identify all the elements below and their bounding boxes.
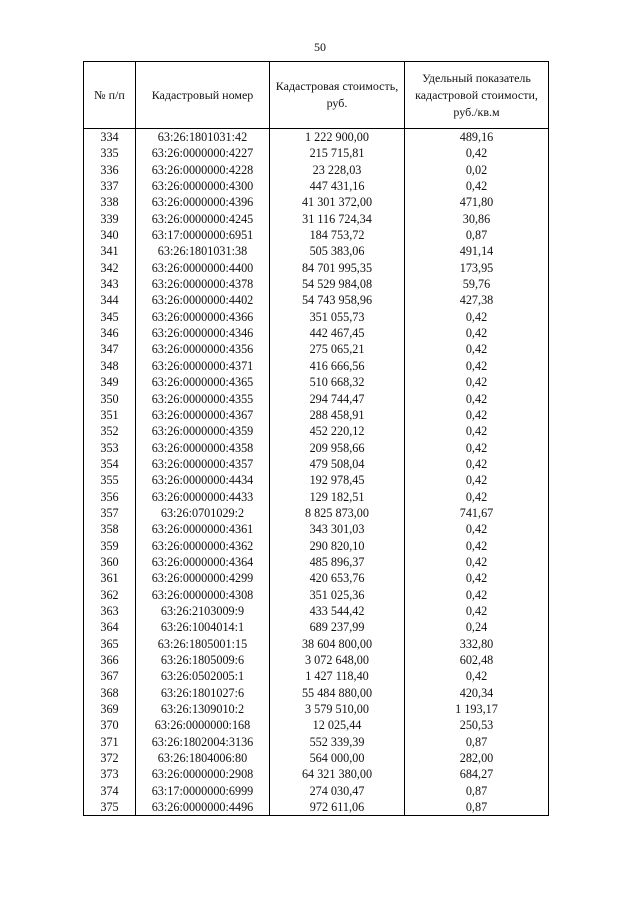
table-row [84, 162, 549, 178]
cell-cadastral-value: 23 228,03 [270, 162, 405, 178]
table-row [84, 799, 549, 816]
cell-cadastral-value: 54 743 958,96 [270, 292, 405, 308]
cell-number: 347 [84, 341, 136, 357]
cell-cadastral-value: 972 611,06 [270, 799, 405, 816]
cadastral-table [83, 61, 549, 816]
table-row [84, 325, 549, 341]
cell-cadastral-number: 63:26:0000000:4400 [136, 260, 270, 276]
table-row [84, 472, 549, 488]
cell-number: 342 [84, 260, 136, 276]
cell-specific-indicator: 491,14 [405, 243, 549, 259]
cell-specific-indicator: 0,42 [405, 570, 549, 586]
table-row [84, 750, 549, 766]
cell-cadastral-number: 63:26:1004014:1 [136, 619, 270, 635]
cell-cadastral-number: 63:26:0000000:4355 [136, 391, 270, 407]
cell-cadastral-value: 564 000,00 [270, 750, 405, 766]
cell-specific-indicator: 59,76 [405, 276, 549, 292]
header-cadastral-number: Кадастровый номер [136, 62, 270, 129]
cell-cadastral-number: 63:26:0000000:4366 [136, 309, 270, 325]
cell-number: 350 [84, 391, 136, 407]
table-row [84, 505, 549, 521]
table-row [84, 587, 549, 603]
cell-specific-indicator: 0,42 [405, 325, 549, 341]
table-row [84, 652, 549, 668]
table-row [84, 766, 549, 782]
cell-cadastral-value: 1 427 118,40 [270, 668, 405, 684]
cell-specific-indicator: 1 193,17 [405, 701, 549, 717]
page-number: 50 [314, 40, 326, 54]
cell-cadastral-value: 209 958,66 [270, 440, 405, 456]
cell-cadastral-number: 63:17:0000000:6999 [136, 783, 270, 799]
cell-cadastral-number: 63:26:1801031:42 [136, 129, 270, 146]
cell-number: 359 [84, 538, 136, 554]
cell-cadastral-number: 63:26:0000000:4299 [136, 570, 270, 586]
cell-cadastral-number: 63:26:0000000:4227 [136, 145, 270, 161]
cell-specific-indicator: 0,42 [405, 456, 549, 472]
cell-cadastral-value: 288 458,91 [270, 407, 405, 423]
header-specific-indicator: Удельный показатель кадастровой стоимости, руб./кв.м [405, 62, 549, 129]
cell-cadastral-number: 63:17:0000000:6951 [136, 227, 270, 243]
cell-cadastral-value: 31 116 724,34 [270, 211, 405, 227]
table-row [84, 194, 549, 210]
table-row [84, 178, 549, 194]
cell-number: 362 [84, 587, 136, 603]
cell-cadastral-value: 192 978,45 [270, 472, 405, 488]
cell-cadastral-number: 63:26:0000000:4228 [136, 162, 270, 178]
cell-specific-indicator: 0,24 [405, 619, 549, 635]
cell-number: 369 [84, 701, 136, 717]
cell-specific-indicator: 0,02 [405, 162, 549, 178]
cell-specific-indicator: 332,80 [405, 636, 549, 652]
cell-specific-indicator: 0,42 [405, 521, 549, 537]
cell-cadastral-number: 63:26:1309010:2 [136, 701, 270, 717]
cell-cadastral-value: 485 896,37 [270, 554, 405, 570]
cell-specific-indicator: 282,00 [405, 750, 549, 766]
cell-cadastral-value: 416 666,56 [270, 358, 405, 374]
cell-specific-indicator: 0,87 [405, 783, 549, 799]
cell-cadastral-number: 63:26:0000000:4367 [136, 407, 270, 423]
table-row [84, 129, 549, 146]
table-row [84, 227, 549, 243]
cell-cadastral-value: 452 220,12 [270, 423, 405, 439]
cell-specific-indicator: 684,27 [405, 766, 549, 782]
table-header [84, 62, 549, 129]
table-row [84, 668, 549, 684]
cell-number: 372 [84, 750, 136, 766]
cell-number: 346 [84, 325, 136, 341]
cell-number: 364 [84, 619, 136, 635]
table-row [84, 292, 549, 308]
cell-cadastral-value: 38 604 800,00 [270, 636, 405, 652]
cell-number: 344 [84, 292, 136, 308]
cell-number: 365 [84, 636, 136, 652]
cell-cadastral-number: 63:26:0000000:4357 [136, 456, 270, 472]
cell-specific-indicator: 0,42 [405, 145, 549, 161]
cell-number: 363 [84, 603, 136, 619]
cell-cadastral-number: 63:26:0000000:2908 [136, 766, 270, 782]
cell-number: 353 [84, 440, 136, 456]
cell-specific-indicator: 741,67 [405, 505, 549, 521]
cell-number: 336 [84, 162, 136, 178]
cell-specific-indicator: 0,42 [405, 407, 549, 423]
cell-cadastral-value: 420 653,76 [270, 570, 405, 586]
cell-cadastral-value: 274 030,47 [270, 783, 405, 799]
cell-cadastral-value: 41 301 372,00 [270, 194, 405, 210]
cell-specific-indicator: 173,95 [405, 260, 549, 276]
cell-cadastral-value: 275 065,21 [270, 341, 405, 357]
cell-number: 373 [84, 766, 136, 782]
cell-specific-indicator: 0,42 [405, 423, 549, 439]
cell-number: 348 [84, 358, 136, 374]
cell-number: 354 [84, 456, 136, 472]
cell-cadastral-number: 63:26:1802004:3136 [136, 734, 270, 750]
header-row [84, 62, 549, 129]
cell-cadastral-value: 442 467,45 [270, 325, 405, 341]
cell-number: 343 [84, 276, 136, 292]
cell-number: 338 [84, 194, 136, 210]
cell-cadastral-number: 63:26:0000000:4433 [136, 489, 270, 505]
cell-number: 345 [84, 309, 136, 325]
cell-cadastral-number: 63:26:1801027:6 [136, 685, 270, 701]
cell-number: 335 [84, 145, 136, 161]
table-row [84, 603, 549, 619]
table-body [84, 129, 549, 816]
cell-cadastral-value: 129 182,51 [270, 489, 405, 505]
cell-cadastral-number: 63:26:1805009:6 [136, 652, 270, 668]
table-row [84, 145, 549, 161]
cell-cadastral-number: 63:26:0000000:4371 [136, 358, 270, 374]
table-row [84, 636, 549, 652]
cell-specific-indicator: 250,53 [405, 717, 549, 733]
cell-specific-indicator: 0,42 [405, 440, 549, 456]
cell-specific-indicator: 0,42 [405, 587, 549, 603]
cell-specific-indicator: 0,87 [405, 734, 549, 750]
cell-cadastral-value: 351 055,73 [270, 309, 405, 325]
cell-specific-indicator: 0,42 [405, 538, 549, 554]
cell-number: 341 [84, 243, 136, 259]
table-row [84, 717, 549, 733]
cell-cadastral-number: 63:26:1805001:15 [136, 636, 270, 652]
cell-cadastral-number: 63:26:0000000:4245 [136, 211, 270, 227]
cell-number: 370 [84, 717, 136, 733]
cell-number: 351 [84, 407, 136, 423]
table-row [84, 685, 549, 701]
cell-specific-indicator: 602,48 [405, 652, 549, 668]
cell-number: 361 [84, 570, 136, 586]
table-row [84, 554, 549, 570]
cell-number: 375 [84, 799, 136, 816]
cell-cadastral-value: 184 753,72 [270, 227, 405, 243]
cell-specific-indicator: 0,87 [405, 799, 549, 816]
cell-number: 358 [84, 521, 136, 537]
cell-specific-indicator: 471,80 [405, 194, 549, 210]
cell-cadastral-value: 215 715,81 [270, 145, 405, 161]
cell-cadastral-number: 63:26:1801031:38 [136, 243, 270, 259]
cell-number: 368 [84, 685, 136, 701]
table-row [84, 358, 549, 374]
table-row [84, 260, 549, 276]
table-row [84, 440, 549, 456]
cell-specific-indicator: 420,34 [405, 685, 549, 701]
cell-cadastral-number: 63:26:0000000:4496 [136, 799, 270, 816]
cell-cadastral-number: 63:26:2103009:9 [136, 603, 270, 619]
cell-cadastral-number: 63:26:0000000:4365 [136, 374, 270, 390]
cell-number: 352 [84, 423, 136, 439]
cell-specific-indicator: 0,42 [405, 178, 549, 194]
cell-cadastral-number: 63:26:0000000:4308 [136, 587, 270, 603]
cell-cadastral-number: 63:26:1804006:80 [136, 750, 270, 766]
cell-cadastral-value: 84 701 995,35 [270, 260, 405, 276]
cell-cadastral-number: 63:26:0000000:4362 [136, 538, 270, 554]
cell-cadastral-number: 63:26:0000000:4378 [136, 276, 270, 292]
cell-cadastral-number: 63:26:0000000:4361 [136, 521, 270, 537]
cell-cadastral-value: 3 579 510,00 [270, 701, 405, 717]
cell-specific-indicator: 489,16 [405, 129, 549, 146]
cell-number: 355 [84, 472, 136, 488]
table-row [84, 276, 549, 292]
cell-cadastral-number: 63:26:0502005:1 [136, 668, 270, 684]
cell-number: 367 [84, 668, 136, 684]
cell-specific-indicator: 0,42 [405, 554, 549, 570]
cell-cadastral-number: 63:26:0000000:4364 [136, 554, 270, 570]
table-row [84, 538, 549, 554]
cell-cadastral-number: 63:26:0000000:168 [136, 717, 270, 733]
header-cadastral-value: Кадастровая стоимость, руб. [270, 62, 405, 129]
cell-cadastral-number: 63:26:0701029:2 [136, 505, 270, 521]
cell-cadastral-value: 433 544,42 [270, 603, 405, 619]
cell-number: 356 [84, 489, 136, 505]
cell-number: 349 [84, 374, 136, 390]
table-row [84, 783, 549, 799]
cell-specific-indicator: 0,42 [405, 374, 549, 390]
cell-specific-indicator: 0,42 [405, 603, 549, 619]
cell-number: 337 [84, 178, 136, 194]
cell-cadastral-value: 351 025,36 [270, 587, 405, 603]
cell-cadastral-number: 63:26:0000000:4402 [136, 292, 270, 308]
cell-specific-indicator: 427,38 [405, 292, 549, 308]
cell-cadastral-value: 479 508,04 [270, 456, 405, 472]
cell-number: 366 [84, 652, 136, 668]
cell-cadastral-value: 55 484 880,00 [270, 685, 405, 701]
cell-cadastral-number: 63:26:0000000:4300 [136, 178, 270, 194]
header-number: № п/п [84, 62, 136, 129]
cell-cadastral-number: 63:26:0000000:4358 [136, 440, 270, 456]
cell-number: 340 [84, 227, 136, 243]
cell-specific-indicator: 0,87 [405, 227, 549, 243]
cell-specific-indicator: 0,42 [405, 358, 549, 374]
table-row [84, 570, 549, 586]
cell-number: 360 [84, 554, 136, 570]
cell-cadastral-number: 63:26:0000000:4346 [136, 325, 270, 341]
cell-specific-indicator: 0,42 [405, 341, 549, 357]
table-row [84, 619, 549, 635]
cell-number: 339 [84, 211, 136, 227]
cell-specific-indicator: 0,42 [405, 472, 549, 488]
table-row [84, 391, 549, 407]
cell-specific-indicator: 30,86 [405, 211, 549, 227]
cell-cadastral-value: 1 222 900,00 [270, 129, 405, 146]
cell-specific-indicator: 0,42 [405, 489, 549, 505]
cell-cadastral-value: 294 744,47 [270, 391, 405, 407]
cell-cadastral-value: 64 321 380,00 [270, 766, 405, 782]
cell-cadastral-value: 8 825 873,00 [270, 505, 405, 521]
cell-cadastral-value: 505 383,06 [270, 243, 405, 259]
table-row [84, 407, 549, 423]
cell-cadastral-value: 552 339,39 [270, 734, 405, 750]
table-row [84, 211, 549, 227]
cell-cadastral-number: 63:26:0000000:4396 [136, 194, 270, 210]
table-row [84, 489, 549, 505]
cell-cadastral-value: 3 072 648,00 [270, 652, 405, 668]
cell-number: 357 [84, 505, 136, 521]
cell-cadastral-value: 689 237,99 [270, 619, 405, 635]
cell-specific-indicator: 0,42 [405, 309, 549, 325]
cell-cadastral-number: 63:26:0000000:4434 [136, 472, 270, 488]
table-row [84, 374, 549, 390]
cell-number: 374 [84, 783, 136, 799]
cell-cadastral-number: 63:26:0000000:4356 [136, 341, 270, 357]
table-row [84, 341, 549, 357]
cell-number: 371 [84, 734, 136, 750]
table-row [84, 521, 549, 537]
cell-cadastral-value: 343 301,03 [270, 521, 405, 537]
cell-cadastral-value: 12 025,44 [270, 717, 405, 733]
cell-number: 334 [84, 129, 136, 146]
cell-cadastral-value: 290 820,10 [270, 538, 405, 554]
cell-cadastral-value: 54 529 984,08 [270, 276, 405, 292]
table-row [84, 734, 549, 750]
cell-cadastral-value: 510 668,32 [270, 374, 405, 390]
cell-cadastral-value: 447 431,16 [270, 178, 405, 194]
cell-cadastral-number: 63:26:0000000:4359 [136, 423, 270, 439]
cell-specific-indicator: 0,42 [405, 391, 549, 407]
table-row [84, 243, 549, 259]
cell-specific-indicator: 0,42 [405, 668, 549, 684]
table-row [84, 456, 549, 472]
table-row [84, 309, 549, 325]
table-row [84, 423, 549, 439]
table-row [84, 701, 549, 717]
